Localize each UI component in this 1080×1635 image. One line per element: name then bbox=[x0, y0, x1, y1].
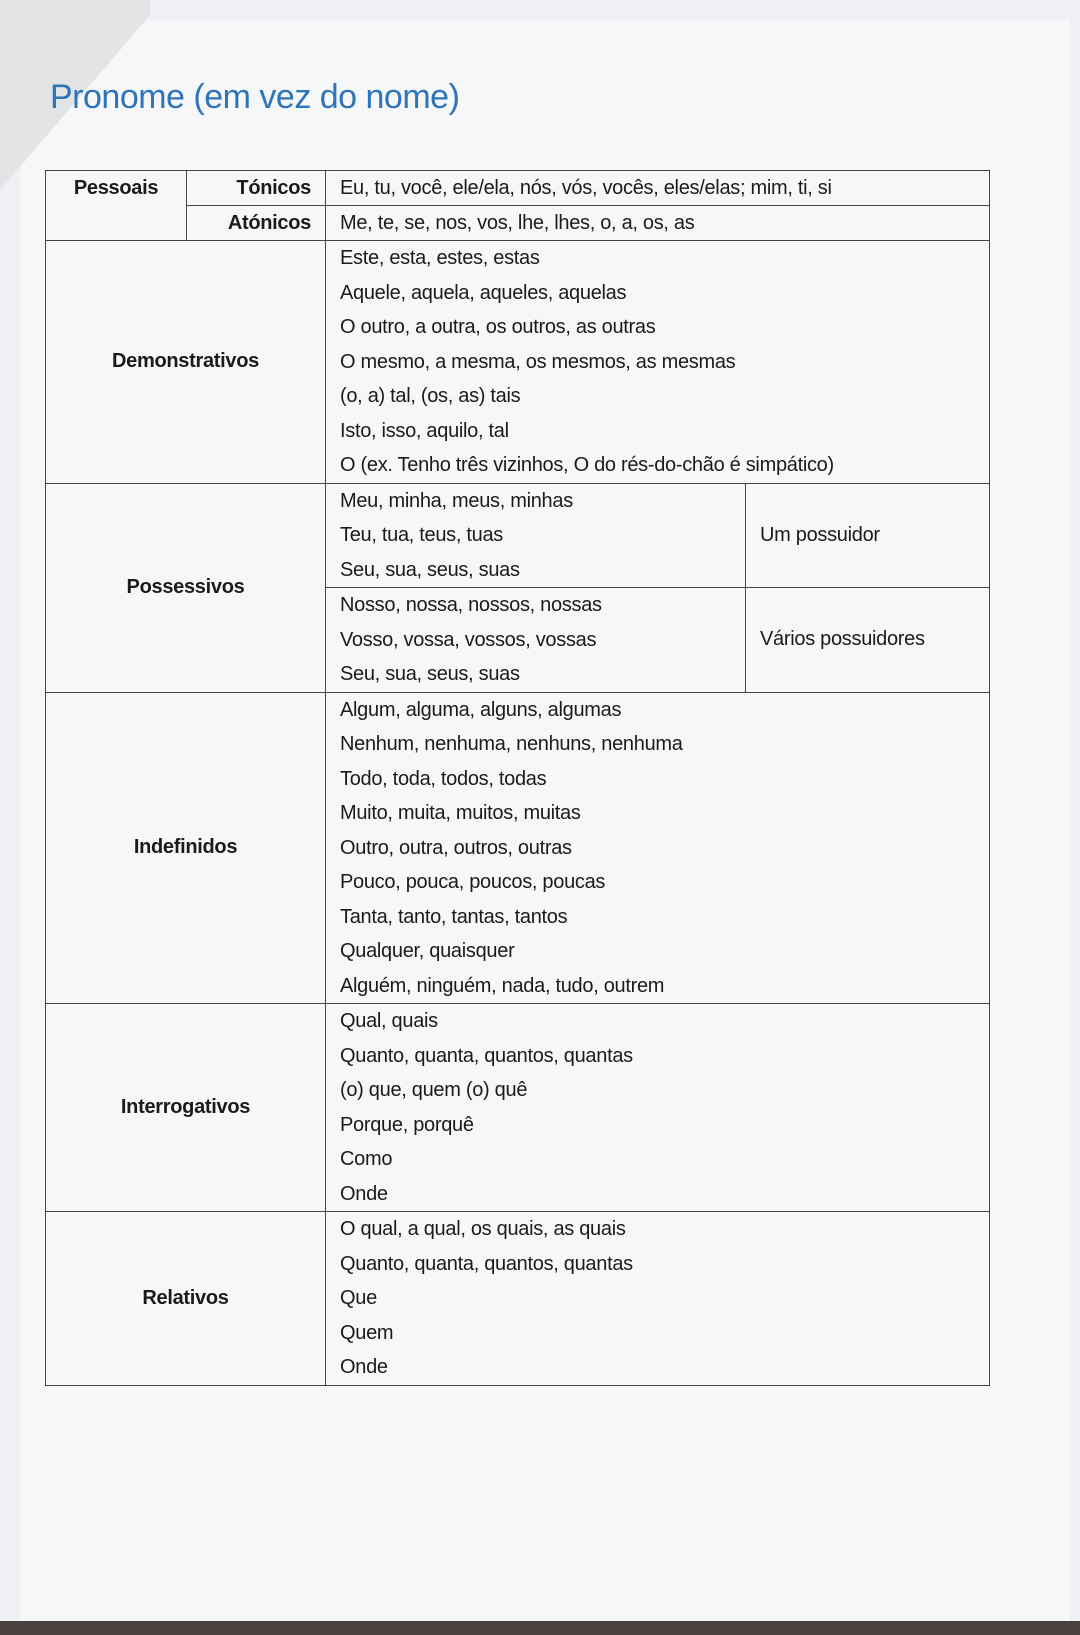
row-possessivos-um bbox=[46, 483, 990, 588]
pronoun-line: Onde bbox=[340, 1356, 388, 1378]
possessivos-um-list bbox=[326, 483, 746, 588]
pronoun-line: Nenhum, nenhuma, nenhuns, nenhuma bbox=[340, 733, 683, 755]
pronoun-line: (o) que, quem (o) quê bbox=[340, 1079, 528, 1101]
pronoun-line: Isto, isso, aquilo, tal bbox=[340, 419, 509, 442]
pronoun-line: Quem bbox=[340, 1321, 394, 1344]
pronoun-line: (o, a) tal, (os, as) tais bbox=[340, 385, 521, 407]
pronoun-line: Algum, alguma, alguns, algumas bbox=[340, 698, 622, 721]
row-interrogativos bbox=[46, 1004, 990, 1212]
row-pessoais-tonicos bbox=[46, 171, 990, 206]
pronoun-line: Alguém, ninguém, nada, tudo, outrem bbox=[340, 974, 665, 997]
pronoun-line: Este, esta, estes, estas bbox=[340, 247, 540, 269]
bottom-edge bbox=[0, 1621, 1080, 1635]
pronoun-line: Onde bbox=[340, 1182, 388, 1205]
pronoun-line: Pouco, pouca, poucos, poucas bbox=[340, 871, 606, 893]
category-demonstrativos: Demonstrativos bbox=[46, 241, 326, 484]
possessivos-varios-list bbox=[326, 588, 746, 693]
pronoun-line: Outro, outra, outros, outras bbox=[340, 836, 572, 859]
pronoun-line: Seu, sua, seus, suas bbox=[340, 558, 520, 581]
category-possessivos: Possessivos bbox=[46, 483, 326, 692]
pronoun-line: Meu, minha, meus, minhas bbox=[340, 489, 573, 512]
subcategory-atonicos: Atónicos bbox=[187, 206, 326, 241]
pronoun-line: Todo, toda, todos, todas bbox=[340, 767, 547, 790]
pronoun-line: Muito, muita, muitos, muitas bbox=[340, 802, 581, 824]
row-demonstrativos bbox=[46, 241, 990, 484]
pronoun-line: Tanta, tanto, tantas, tantos bbox=[340, 905, 568, 928]
pronoun-line: Quanto, quanta, quantos, quantas bbox=[340, 1044, 633, 1067]
pronoun-line: Teu, tua, teus, tuas bbox=[340, 524, 503, 546]
pronoun-line: Como bbox=[340, 1148, 393, 1170]
tonicos-text: Eu, tu, você, ele/ela, nós, vós, vocês, eles/elas; mim, ti, si bbox=[326, 171, 990, 206]
row-indefinidos bbox=[46, 692, 990, 1004]
interrogativos-list bbox=[326, 1004, 990, 1212]
category-pessoais: Pessoais bbox=[46, 171, 187, 241]
pronoun-line: Qual, quais bbox=[340, 1010, 438, 1032]
category-interrogativos: Interrogativos bbox=[46, 1004, 326, 1212]
varios-possuidores-label: Vários possuidores bbox=[746, 588, 990, 693]
pronoun-line: Vosso, vossa, vossos, vossas bbox=[340, 628, 597, 651]
pronoun-line: O (ex. Tenho três vizinhos, O do rés-do-chão é simpático) bbox=[340, 454, 834, 476]
pronoun-line: O outro, a outra, os outros, as outras bbox=[340, 316, 656, 338]
pronoun-line: Que bbox=[340, 1287, 377, 1309]
category-indefinidos: Indefinidos bbox=[46, 692, 326, 1004]
pronoun-line: O mesmo, a mesma, os mesmos, as mesmas bbox=[340, 350, 736, 373]
pronoun-line: Quanto, quanta, quantos, quantas bbox=[340, 1252, 633, 1275]
pronoun-line: Qualquer, quaisquer bbox=[340, 940, 515, 962]
atonicos-text: Me, te, se, nos, vos, lhe, lhes, o, a, os, as bbox=[326, 206, 990, 241]
pronoun-line: Nosso, nossa, nossos, nossas bbox=[340, 594, 602, 616]
row-relativos bbox=[46, 1212, 990, 1386]
pronoun-line: Porque, porquê bbox=[340, 1113, 474, 1136]
pronoun-line: O qual, a qual, os quais, as quais bbox=[340, 1218, 626, 1240]
um-possuidor-label: Um possuidor bbox=[746, 483, 990, 588]
pronoun-line: Aquele, aquela, aqueles, aquelas bbox=[340, 281, 627, 304]
pronoun-line: Seu, sua, seus, suas bbox=[340, 663, 520, 685]
subcategory-tonicos: Tónicos bbox=[187, 171, 326, 206]
category-relativos: Relativos bbox=[46, 1212, 326, 1386]
pronoun-table bbox=[45, 170, 990, 1386]
demonstrativos-list bbox=[326, 241, 990, 484]
page-title: Pronome (em vez do nome) bbox=[50, 78, 460, 116]
relativos-list bbox=[326, 1212, 990, 1386]
indefinidos-list bbox=[326, 692, 990, 1004]
row-pessoais-atonicos bbox=[46, 206, 990, 241]
